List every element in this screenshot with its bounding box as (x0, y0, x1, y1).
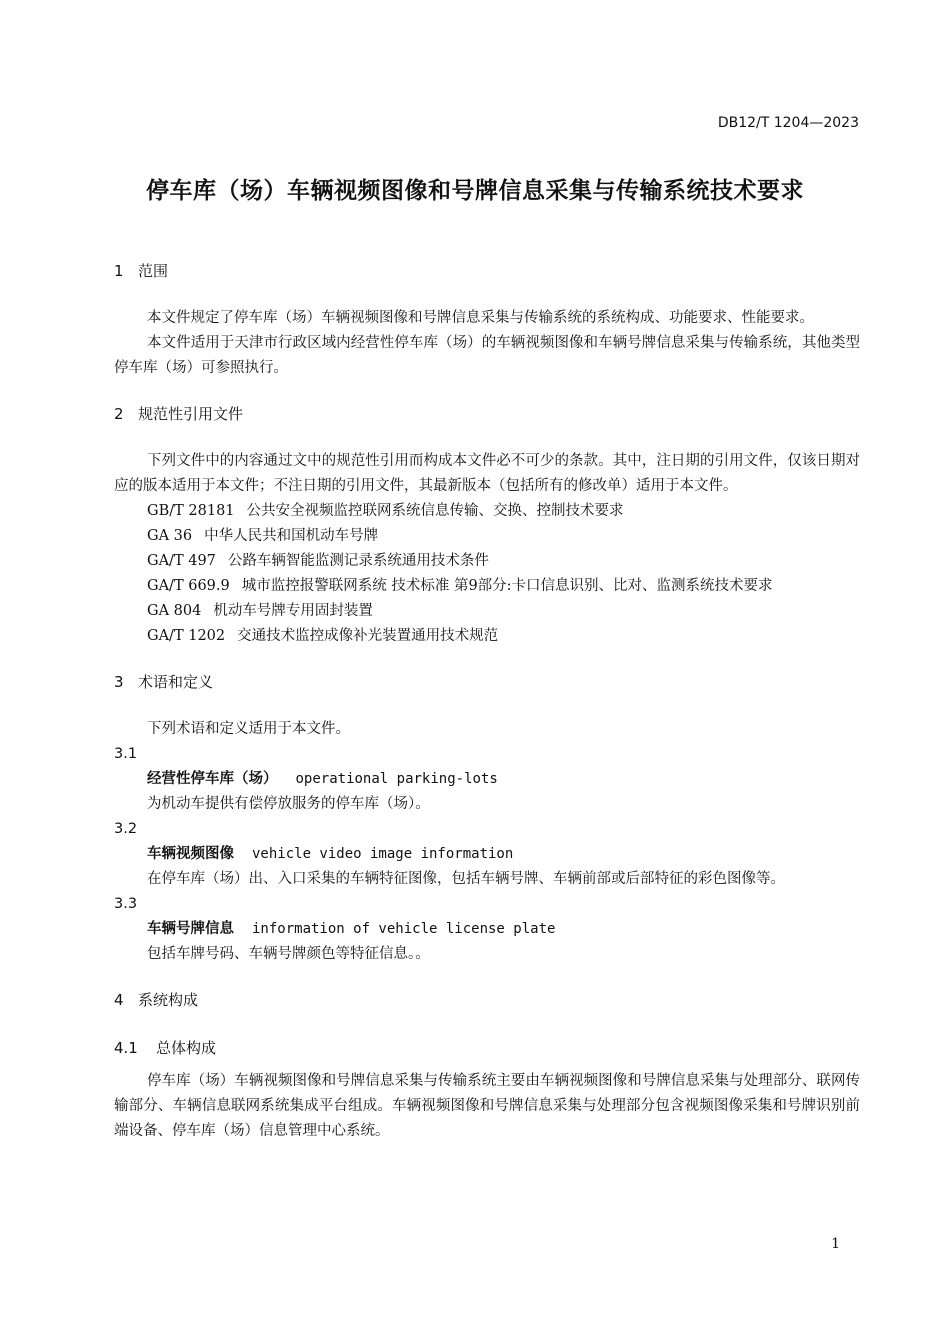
standard-code: DB12/T 1204—2023 (717, 115, 859, 131)
reference-title: 城市监控报警联网系统 技术标准 第9部分:卡口信息识别、比对、监测系统技术要求 (241, 578, 773, 594)
reference-item (114, 624, 860, 649)
reference-code: GA/T 1202 (147, 628, 226, 644)
subsection-title: 总体构成 (156, 1039, 217, 1057)
term-en: vehicle video image information (252, 846, 514, 862)
page-number: 1 (831, 1236, 840, 1252)
section-title: 术语和定义 (138, 673, 214, 691)
term-entry (114, 767, 860, 792)
paragraph: 本文件规定了停车库（场）车辆视频图像和号牌信息采集与传输系统的系统构成、功能要求、性能要求。 (147, 310, 814, 326)
reference-code: GB/T 28181 (147, 503, 235, 519)
term-number: 3.2 (114, 821, 138, 837)
reference-item (114, 599, 860, 624)
section-title: 规范性引用文件 (138, 405, 244, 423)
section-number: 2 (114, 405, 124, 423)
reference-code: GA/T 497 (147, 553, 216, 569)
section-number: 3 (114, 673, 124, 691)
reference-code: GA 36 (147, 528, 193, 544)
paragraph: 下列术语和定义适用于本文件。 (147, 721, 350, 737)
reference-item (114, 524, 860, 549)
subsection-number: 4.1 (114, 1039, 138, 1057)
reference-code: GA/T 669.9 (147, 578, 230, 594)
subsection-heading-overall-composition (114, 1035, 860, 1061)
term-number: 3.3 (114, 896, 138, 912)
term-entry (114, 842, 860, 867)
section-number: 1 (114, 262, 124, 280)
section-heading-terms (114, 669, 860, 695)
reference-item (114, 549, 860, 574)
term-number: 3.1 (114, 746, 138, 762)
term-entry (114, 917, 860, 942)
reference-item (114, 499, 860, 524)
paragraph: 本文件适用于天津市行政区域内经营性停车库（场）的车辆视频图像和车辆号牌信息采集与传输系统，其他类型停车库（场）可参照执行。 (114, 335, 860, 376)
section-heading-system-composition (114, 987, 860, 1013)
reference-title: 交通技术监控成像补光装置通用技术规范 (237, 628, 499, 644)
reference-title: 机动车号牌专用固封装置 (213, 603, 373, 619)
reference-title: 公共安全视频监控联网系统信息传输、交换、控制技术要求 (246, 503, 624, 519)
term-definition: 在停车库（场）出、入口采集的车辆特征图像，包括车辆号牌、车辆前部或后部特征的彩色图像等。 (147, 871, 785, 887)
reference-code: GA 804 (147, 603, 202, 619)
reference-title: 公路车辆智能监测记录系统通用技术条件 (227, 553, 489, 569)
document-title: 停车库（场）车辆视频图像和号牌信息采集与传输系统技术要求 (146, 178, 804, 204)
term-en: information of vehicle license plate (252, 921, 556, 937)
paragraph: 下列文件中的内容通过文中的规范性引用而构成本文件必不可少的条款。其中，注日期的引用文件，仅该日期对应的版本适用于本文件；不注日期的引用文件，其最新版本（包括所有的修改单）适用于本文件。 (114, 453, 860, 494)
term-zh: 经营性停车库（场） (147, 771, 278, 787)
section-title: 系统构成 (138, 991, 199, 1009)
term-definition: 为机动车提供有偿停放服务的停车库（场）。 (147, 796, 430, 812)
term-zh: 车辆视频图像 (147, 846, 234, 862)
term-definition: 包括车牌号码、车辆号牌颜色等特征信息。。 (147, 946, 430, 962)
term-zh: 车辆号牌信息 (147, 921, 234, 937)
section-heading-normative-references (114, 401, 860, 427)
reference-title: 中华人民共和国机动车号牌 (204, 528, 379, 544)
section-title: 范围 (138, 262, 169, 280)
term-en: operational parking-lots (295, 771, 498, 787)
section-number: 4 (114, 991, 124, 1009)
reference-item (114, 574, 860, 599)
document-body (114, 258, 860, 1144)
section-heading-scope (114, 258, 860, 284)
paragraph: 停车库（场）车辆视频图像和号牌信息采集与传输系统主要由车辆视频图像和号牌信息采集与处理部分、联网传输部分、车辆信息联网系统集成平台组成。车辆视频图像和号牌信息采集与处理部分包含视频图像采集和号牌识别前端设备、停车库（场）信息管理中心系统。 (114, 1073, 860, 1139)
